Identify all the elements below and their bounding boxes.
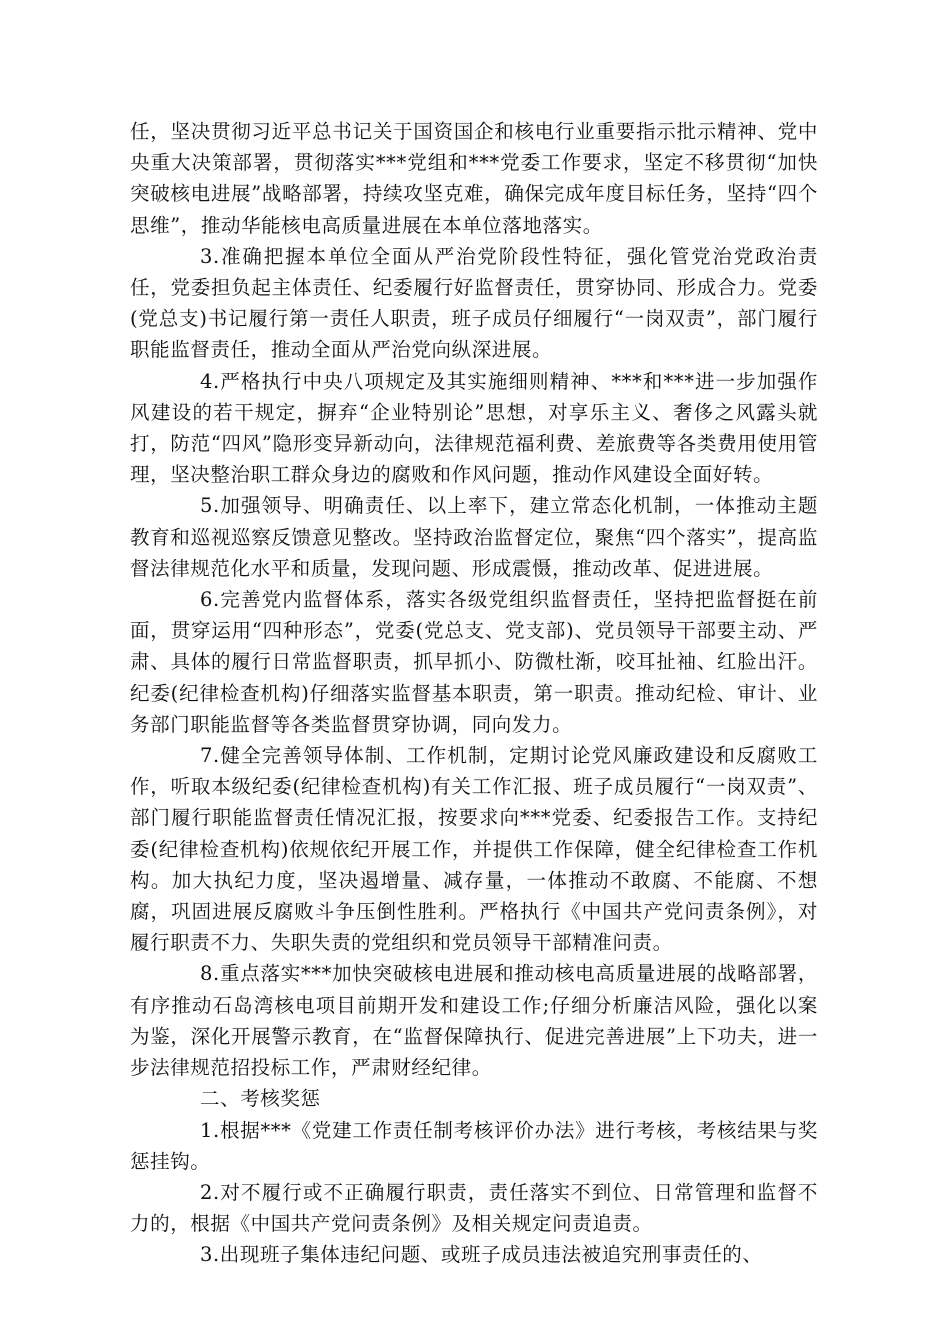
paragraph-item-4: 4.严格执行中央八项规定及其实施细则精神、***和***进一步加强作风建设的若干规定，摒弃“企业特别论”思想，对享乐主义、奢侈之风露头就打，防范“四风”隐形变异新动向，法律规范福利费、差旅费等各类费用使用管理，坚决整治职工群众身边的腐败和作风问题，推动作风建设全面好转。: [130, 369, 818, 487]
section-heading: 二、考核奖惩: [200, 1087, 321, 1111]
paragraph-continuation: 任，坚决贯彻习近平总书记关于国资国企和核电行业重要指示批示精神、党中央重大决策部署，贯彻落实***党组和***党委工作要求，坚定不移贯彻“加快突破核电进展”战略部署，持续攻坚克难，确保完成年度目标任务，坚持“四个思维”，推动华能核电高质量进展在本单位落地落实。: [130, 120, 818, 237]
document-page: [130, 116, 818, 1271]
paragraph-item-7: 7.健全完善领导体制、工作机制，定期讨论党风廉政建设和反腐败工作，听取本级纪委(纪律检查机构)有关工作汇报、班子成员履行“一岗双责”、部门履行职能监督责任情况汇报，按要求向***党委、纪委报告工作。支持纪委(纪律检查机构)依规依纪开展工作，并提供工作保障，健全纪律检查工作机构。加大执纪力度，坚决遏增量、减存量，一体推动不敢腐、不能腐、不想腐，巩固进展反腐败斗争压倒性胜利。严格执行《中国共产党问责条例》，对履行职责不力、失职失责的党组织和党员领导干部精准问责。: [130, 744, 818, 955]
paragraph-item-6: 6.完善党内监督体系，落实各级党组织监督责任，坚持把监督挺在前面，贯穿运用“四种形态”，党委(党总支、党支部)、党员领导干部要主动、严肃、具体的履行日常监督职责，抓早抓小、防微杜渐，咬耳扯袖、红脸出汗。纪委(纪律检查机构)仔细落实监督基本职责，第一职责。推动纪检、审计、业务部门职能监督等各类监督贯穿协调，同向发力。: [130, 588, 818, 736]
paragraph-item-3: 3.准确把握本单位全面从严治党阶段性特征，强化管党治党政治责任，党委担负起主体责任、纪委履行好监督责任，贯穿协同、形成合力。党委(党总支)书记履行第一责任人职责，班子成员仔细履行“一岗双责”，部门履行职能监督责任，推动全面从严治党向纵深进展。: [130, 244, 818, 362]
paragraph-item-5: 5.加强领导、明确责任、以上率下，建立常态化机制，一体推动主题教育和巡视巡察反馈意见整改。坚持政治监督定位，聚焦“四个落实”，提高监督法律规范化水平和质量，发现问题、形成震慑，推动改革、促进进展。: [130, 494, 818, 580]
paragraph-assessment-2: 2.对不履行或不正确履行职责，责任落实不到位、日常管理和监督不力的，根据《中国共产党问责条例》及相关规定问责追责。: [130, 1180, 818, 1236]
paragraph-assessment-3: 3.出现班子集体违纪问题、或班子成员违法被追究刑事责任的、: [200, 1243, 763, 1267]
paragraph-item-8: 8.重点落实***加快突破核电进展和推动核电高质量进展的战略部署，有序推动石岛湾核电项目前期开发和建设工作;仔细分析廉洁风险，强化以案为鉴，深化开展警示教育，在“监督保障执行、促进完善进展”上下功夫，进一步法律规范招投标工作，严肃财经纪律。: [130, 962, 818, 1080]
paragraph-assessment-1: 1.根据***《党建工作责任制考核评价办法》进行考核，考核结果与奖惩挂钩。: [130, 1118, 818, 1173]
